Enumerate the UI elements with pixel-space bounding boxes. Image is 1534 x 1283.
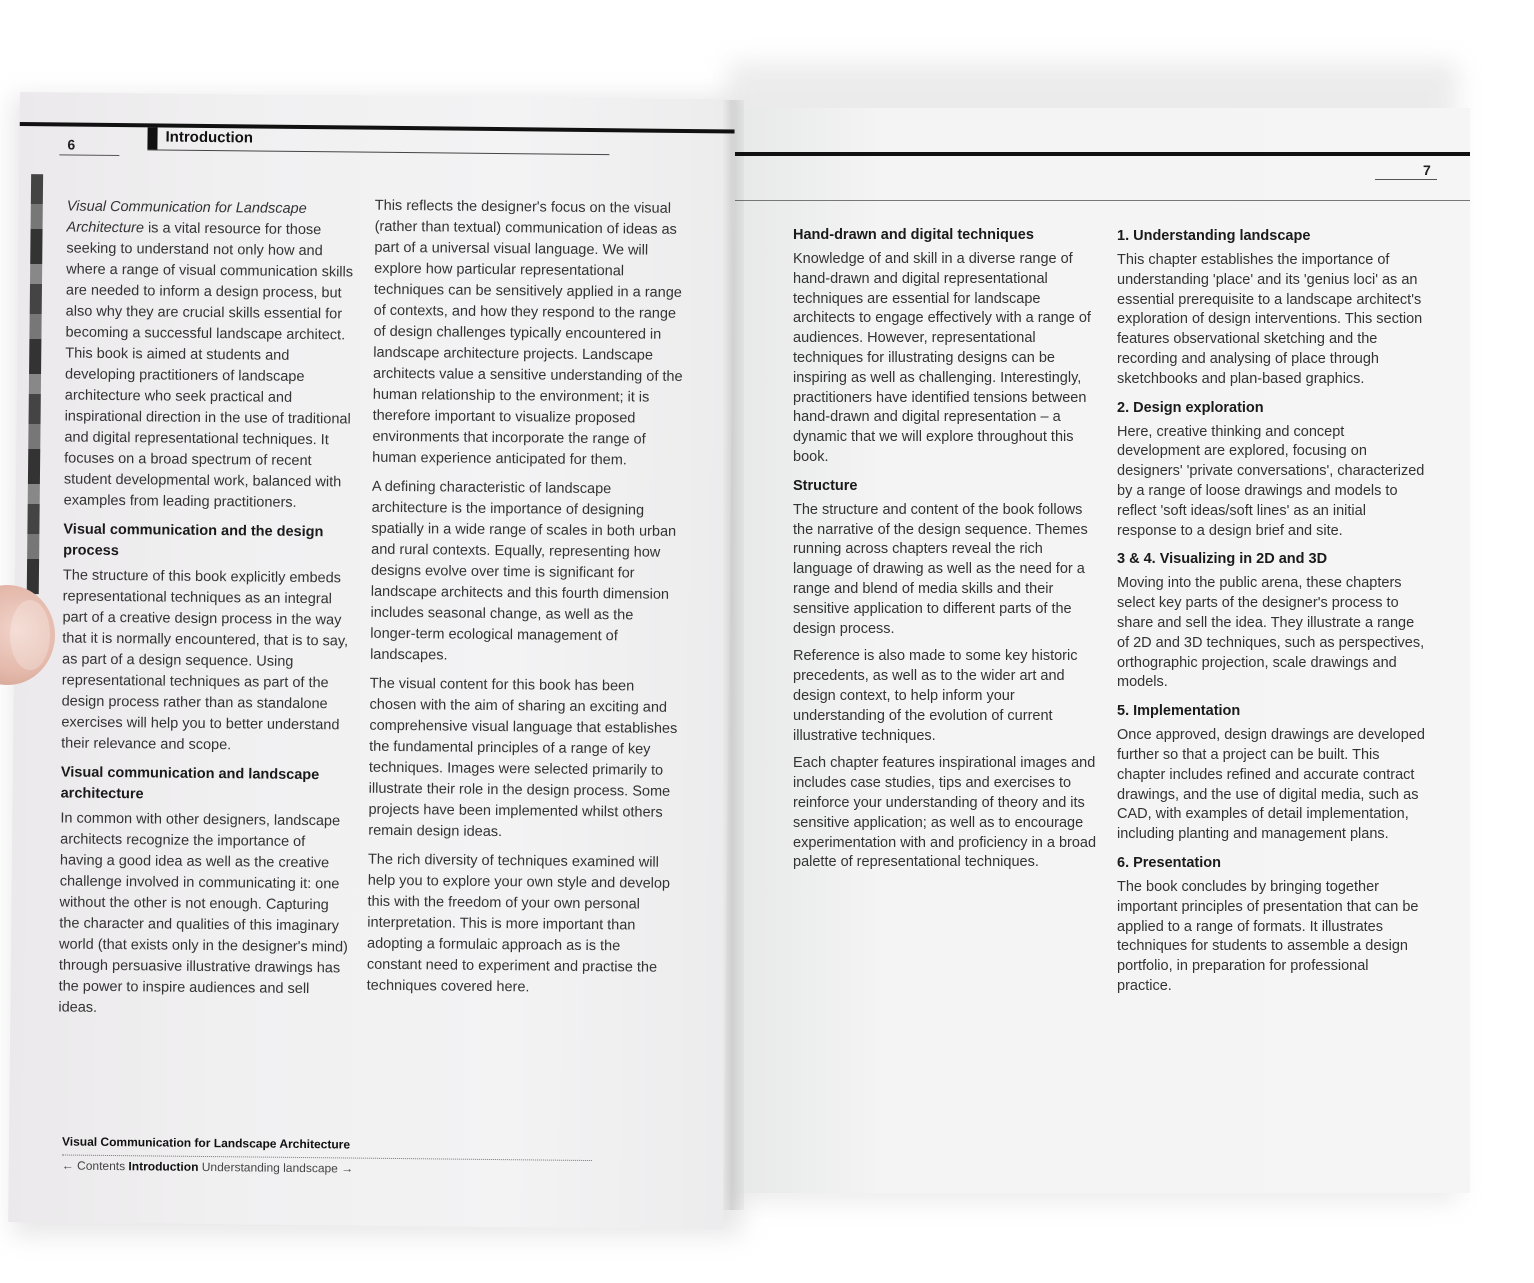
right-page: [735, 108, 1470, 1193]
heading-visualizing: 3 & 4. Visualizing in 2D and 3D: [1117, 551, 1328, 568]
paragraph-visual-content: The visual content for this book has been chosen with the aim of sharing an exciting and comprehensive visual language that establishes the fundamental principles of a range of key techniques. Images were selected primarily to illustrate their role in the design process. Some projects have been implemented whilst others remain design ideas.: [368, 675, 678, 841]
heading-design-process: Visual communication and the design process: [63, 521, 324, 560]
chapter-tab: [147, 127, 609, 155]
paragraph-implementation: Once approved, design drawings are developed further so that a project can be built. This chapter includes refined and accurate contract drawings, and the use of digital media, such as CAD, with examples of detail implementation, including planting and management plans.: [1117, 727, 1425, 843]
paragraph-each-chapter: Each chapter features inspirational images and includes case studies, tips and exercises to reinforce your understanding of theory and its sensitive application; as well as to encourage experimentation with and proficiency in a broad palette of representational techniques.: [793, 755, 1097, 871]
footer-prev-link[interactable]: ← Contents: [61, 1158, 126, 1174]
heading-understanding-landscape: 1. Understanding landscape: [1117, 228, 1311, 244]
paragraph-reference: Reference is also made to some key historic precedents, as well as to the wider art and design context, to help inform your understanding of the evolution of current illustrative techniques.: [793, 648, 1078, 744]
intro-text: is a vital resource for those seeking to understand not only how and where a range of visual communication skills are needed to inform a design process, but also why they are crucial skills essential for becoming a successful landscape architect. This book is aimed at students and developing practitioners of landscape architecture who seek practical and inspirational direction in the use of traditional and digital representational techniques. It focuses on a broad spectrum of recent student developmental work, balanced with examples from leading practitioners.: [63, 220, 354, 511]
heading-structure: Structure: [793, 477, 858, 494]
heading-design-exploration: 2. Design exploration: [1117, 399, 1264, 416]
footer-book-title: Visual Communication for Landscape Architecture: [61, 1134, 351, 1152]
paragraph-understanding-landscape: This chapter establishes the importance of understanding 'place' and its 'genius loci' as an essential prerequisite to a landscape architect's exploration of design interventions. This section features observational sketching and the recording and analysing of place through sketchbooks and plan-based graphics.: [1117, 252, 1423, 387]
right-column-2: [1117, 224, 1427, 1005]
paragraph-rich-diversity: The rich diversity of techniques examined will help you to explore your own style and develop this with the freedom of your own personal interpretation. This is more important than adopting a formulaic approach as is the constant need to experiment and practise the techniques covered here.: [366, 851, 671, 996]
paragraph-design-process: The structure of this book explicitly embeds representational techniques as an integral part of a creative design process in the way that it is normally encountered, that is to say, as part of a design sequence. Using representational techniques as part of the design process rather than as standalone exercises will help you to better understand their relevance and scope.: [61, 567, 349, 754]
paragraph-presentation: The book concludes by bringing together important principles of presentation that can be applied to a range of formats. It illustrates techniques for students to assemble a design portfolio, in preparation for professional practice.: [1117, 878, 1419, 994]
chapter-label: Introduction: [165, 128, 254, 147]
paragraph-visualizing: Moving into the public arena, these chapters select key parts of the designer's process to share and sell the idea. They illustrate a range of 2D and 3D techniques, such as perspectives, orthographic projection, scale drawings and models.: [1117, 575, 1425, 691]
header-rule-right: [735, 152, 1470, 156]
heading-landscape-architecture: Visual communication and landscape architecture: [60, 764, 320, 803]
paragraph-landscape-architecture: In common with other designers, landscape architects recognize the importance of having a good idea as well as the creative challenge involved in communicating it: one without the other is not enough. Capturing the character and qualities of this imaginary world (that exists only in the designer's mind) through persuasive illustrative drawings has the power to inspire audiences and sell ideas.: [58, 810, 349, 1016]
footer-current: Introduction: [128, 1159, 199, 1174]
left-page: [8, 92, 735, 1229]
chapter-tab-marker: [147, 127, 157, 149]
paragraph-visual-focus: This reflects the designer's focus on the visual (rather than textual) communication of ideas as part of a universal visual language. We will explore how particular representational techniques can be sensitively applied in a range of contexts, and how they respond to the range of design challenges typically encountered in landscape architecture projects. Landscape architects value a sensitive understanding of the human relationship to the environment; it is therefore important to visualize proposed environments that incorporate the range of human experience anticipated for them.: [372, 197, 683, 469]
paragraph-design-exploration: Here, creative thinking and concept development are explored, focusing on designers' 'private conversations', characterized by a range of loose drawings and models to reflect 'soft ideas/soft lines' as an initial response to a design brief and site.: [1117, 423, 1425, 539]
page-number-right: 7: [1423, 162, 1431, 178]
photo-strip: [27, 174, 43, 594]
paragraph-defining-characteristic: A defining characteristic of landscape architecture is the importance of designing spatially in a wide range of scales in both urban and rural contexts. Equally, representing how designs evolve over time is significant for landscape architects and this fourth dimension includes seasonal change, as well as the longer-term ecological management of landscapes.: [370, 478, 677, 664]
finger-highlight: [10, 600, 50, 670]
header-thin-rule-right: [735, 200, 1470, 201]
heading-presentation: 6. Presentation: [1117, 854, 1221, 871]
paragraph-hand-drawn-digital: Knowledge of and skill in a diverse range of hand-drawn and digital representational techniques are essential for landscape architects to engage effectively with a range of audiences. However, representational techniques for illustrating designs can be inspiring as well as challenging. Interestingly, practitioners have identified tensions between hand-drawn and digital representation – a dynamic that we will explore throughout this book.: [793, 251, 1091, 465]
left-column-1: [58, 196, 357, 1029]
heading-implementation: 5. Implementation: [1117, 703, 1241, 720]
left-column-2: [366, 196, 684, 1008]
book-gutter: [722, 100, 744, 1210]
heading-hand-drawn-digital: Hand-drawn and digital techniques: [793, 227, 1034, 243]
right-column-1: [793, 223, 1098, 881]
footer-navigation: [62, 1154, 592, 1178]
footer-next-link[interactable]: Understanding landscape →: [201, 1159, 354, 1176]
page-number-underline: [59, 154, 119, 156]
book-title-italic: Visual Communication for Landscape Architecture: [66, 198, 307, 237]
page-number-left: 6: [67, 136, 76, 153]
paragraph-structure: The structure and content of the book follows the narrative of the design sequence. Themes running across chapters reveal the rich language of drawing as well as the need for a range and blend of media skills and their sensitive application to different parts of the design process.: [793, 501, 1088, 637]
intro-paragraph: [64, 196, 357, 514]
page-number-underline-right: [1375, 179, 1437, 180]
